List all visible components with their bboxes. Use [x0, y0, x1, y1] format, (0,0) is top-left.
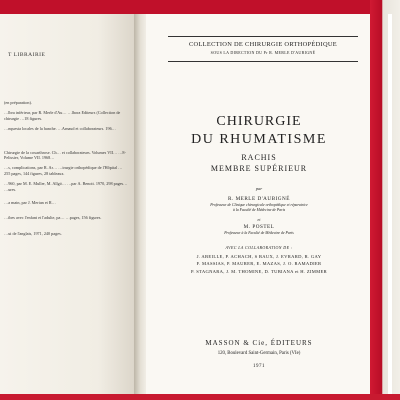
left-page-text — [4, 100, 128, 241]
left-text-block: …ui de l'anglais, 1971, 240 pages. — [4, 230, 62, 236]
left-text-block: …a main, par J. Merian et R… — [4, 200, 56, 206]
collaboration-label: AVEC LA COLLABORATION DE : — [225, 245, 293, 250]
series-subtitle: SOUS LA DIRECTION DU Pr R. MERLE D'AUBIGNÉ — [210, 50, 316, 55]
page-edges — [388, 14, 392, 400]
left-text-block: …s, complications, par R. Ar… …irurgie orthopédique de l'Hôpital …255 pages, 144 figures, 28 tableaux. — [4, 165, 123, 176]
title-page — [146, 14, 372, 394]
collaborators-line: F. MASSIAS, P. MAURER, E. MAZAS, J. O. RAMADIER — [196, 261, 322, 267]
author-primary: R. MERLE D'AUBIGNÉ — [228, 196, 290, 202]
collaborators-list — [146, 253, 372, 275]
author-secondary-affiliation: Professeur à la Faculté de Médecine de Paris — [224, 231, 294, 235]
publisher-address: 120, Boulevard Saint-Germain, Paris (VIe) — [217, 351, 301, 356]
left-text-block: …960, par M. E. Muller, M. Allgö… …par A. Benoit. 1970, 298 pages… …ures. — [4, 181, 128, 192]
left-text-block: (en préparation). — [4, 100, 32, 105]
book-title-line1: CHIRURGIE — [216, 114, 302, 129]
left-text-block: …nquesta locales de la hanche. …Arnaud et collaborateurs. 196… — [4, 126, 116, 132]
book-cover-top-edge — [0, 0, 400, 14]
publication-year: 1971 — [253, 364, 265, 369]
series-banner — [168, 36, 358, 62]
book-cover-right-edge — [370, 0, 400, 400]
book-title-line2: DU RHUMATISME — [191, 132, 327, 147]
book-subtitle-line2: MEMBRE SUPÉRIEUR — [210, 164, 308, 173]
left-text-block: …lbra inférieur, par R. Merle d'Au… …lbora Editeurs (Collection de chirurgie …18 figures. — [4, 110, 121, 121]
series-title: COLLECTION DE CHIRURGIE ORTHOPÉDIQUE — [189, 41, 337, 48]
author-secondary: M. POSTEL — [243, 224, 275, 230]
left-text-block: Chirurgie de la coxarthrose. Ch… et collaborateurs. Volumes VII… …8-Pelissier, Volume VII. 1968… — [4, 149, 126, 161]
and-label: et — [257, 217, 261, 222]
publisher-name: MASSON & Cie, ÉDITEURS — [205, 339, 313, 347]
affiliation-line: Professeur de Clinique chirurgicale orthopédique et réparatrice — [210, 203, 308, 207]
collaborators-line: P. STAGNARA, J. M. THOMINE, D. TUBIANA et H. ZIMMER — [191, 268, 327, 274]
collaborators-line: J. ABEILLE, P. ACHACH, S BAUX, J. EVRARD, R. GAY — [196, 254, 322, 259]
left-page — [0, 14, 140, 394]
author-primary-affiliation — [146, 203, 372, 212]
affiliation-line: à la Faculté de Médecine de Paris — [232, 207, 286, 212]
left-text-block: …ibes avec l'enfant et l'adulte, pa… …pages, 156 figures. — [4, 215, 102, 221]
left-page-header: T LIBRAIRIE — [8, 52, 46, 58]
book-cover-bottom-edge — [0, 394, 400, 400]
book-subtitle-line1: RACHIS — [241, 153, 277, 162]
by-label: par — [255, 186, 263, 191]
